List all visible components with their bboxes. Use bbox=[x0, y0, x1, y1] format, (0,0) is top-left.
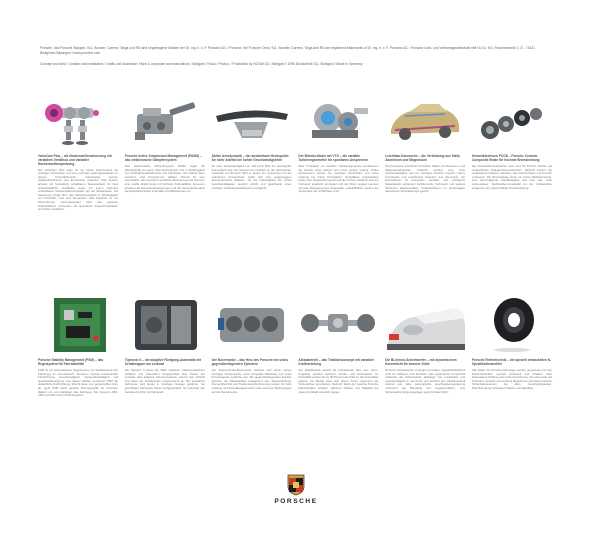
feature-turbo bbox=[298, 86, 378, 212]
pasm-damper-illustration bbox=[125, 86, 205, 152]
psm-control-unit-illustration bbox=[38, 290, 118, 356]
feature-boxer bbox=[212, 290, 292, 398]
legal-notice bbox=[40, 46, 550, 73]
porsche-logo bbox=[266, 474, 326, 514]
porsche-crest-icon bbox=[287, 474, 305, 496]
spoiler-text: Ab einer Geschwindigkeit von 120 km/h fährt der Heckspoiler automatisch aus und reduziert den Auftrieb an der Hinterachse. Unterhalb von 80 km/h fährt er wieder ein. Zusammen mit der optimierten Frontschürze ergibt sich eine ausgewogene aerodynamische Balance, die die Fahrstabilität bei hohen Geschwindigkeiten deutlich erhöht und gleichzeitig einen niedrigen Luftwiderstandsbeiwert ermöglicht. bbox=[211, 164, 292, 190]
tiptronic-text: Die Tiptronic S bietet die Wahl zwischen vollautomatischem Schalten und manuellem Gangwechsel über Tasten am Lenkrad. Das adaptive Steuerprogramm erkennt den Fahrstil und passt die Schaltpunkte entsprechend an. Bei sportlicher Fahrweise wird länger in niedrigen Gängen gefahren, bei gemäßigter Fahrweise früher hochgeschaltet. So verbindet das Getriebe Komfort mit Fahrspaß. bbox=[124, 368, 205, 394]
variocam-text: Der VarioCam Plus sorgt für ein hohes Drehmoment bei niedrigen Drehzahlen und eine optimale Leistungsausbeute im oberen Drehzahlbereich. Gleichzeitig werden Kraftstoffverbrauch und Emissionen reduziert. Das System arbeitet mit hydraulisch schaltbaren Tassenstößeln für zwei unterschiedliche Ventilhübe sowie mit einem stufenlos verstellbaren Nockenwellenversteller auf der Einlassseite. Die Steuerung erfolgt über das Motorsteuergerät in Abhängigkeit von Drehzahl, Last und Temperatur. Das Ergebnis ist ein harmonischer Leistungsverlauf über das gesamte Drehzahlband, verbunden mit spontanem Ansprechverhalten und hoher Laufkultur. bbox=[38, 167, 118, 212]
feature-spoiler bbox=[212, 86, 292, 212]
pasm-caption: Porsche Active Suspension Management (PASM) – das elektronische Dämpfersystem bbox=[124, 154, 202, 163]
brakes-text: Die Keramikbremsscheiben sind rund 50 Prozent leichter als vergleichbare Graugussbremsscheiben. Dadurch werden die ungefederten Massen reduziert, was Fahrverhalten und Komfort verbessert. Die Bremsanlage bietet ein hohes Reibwertniveau, eine hervorragende Standfestigkeit und eine sehr hohe Lebensdauer. Sechskolben-Festsättel an der Vorderachse sorgen für eine gleichmäßige Druckverteilung. bbox=[471, 164, 552, 190]
car-body-illustration bbox=[385, 86, 465, 152]
legal-line-credits: Concept and idea / Creation and realisation / Grafik und Illustration: Hiam & corporate communications, Stuttgart // Fotos / Photos: / Produktion by BCGW GD, Stuttgart // 1996 Druckerfolk GD, Stuttgart // Made in Germany bbox=[40, 62, 363, 66]
body-caption: Leichtbau-Karosserie – die Verbindung aus Stahl, Aluminium und Magnesium bbox=[385, 154, 461, 163]
body-text: Die Karosserie kombiniert hochfeste Stähle mit Aluminium- und Magnesiumbauteilen. Dadurch werden eine hohe Torsionssteifigkeit und ein niedriges Gewicht erreicht. Türen, Fronthaube und Heckdeckel bestehen aus Aluminium, der Dachrahmen ist besonders verstärkt. Die intelligente Materialwahl verbessert Fahrdynamik, Verbrauch und passive Sicherheit gleichermaßen. Crashstrukturen im Vorderwagen absorbieren Aufprallenergie gezielt. bbox=[385, 164, 466, 194]
psm-text: PSM ist ein automatisches Regelsystem zur Stabilisierung des Fahrzeugs im Grenzbereich. Sensoren messen kontinuierlich Fahrtrichtung, Geschwindigkeit, Giergeschwindigkeit und Querbeschleunigung. Aus diesen Werten berechnet PSM die tatsächliche Fahrtrichtung. Weicht diese vom gewünschten Kurs ab, greift PSM durch gezielte Bremseingriffe an einzelnen Rädern ein und stabilisiert das Fahrzeug. Die Systeme ABS, ABD und ASR sind in PSM integriert. bbox=[38, 368, 118, 398]
headlights-text: Bi-Xenon-Scheinwerfer erzeugen ein helles, tageslichtähnliches Licht für Abblend- und Fernlicht. Das dynamische Kurvenlicht schwenkt die Scheinwerfer abhängig von Lenkwinkel und Geschwindigkeit in die Kurve und leuchtet den Straßenverlauf optimal aus. Eine automatische Leuchtweitenregulierung verhindert die Blendung des Gegenverkehrs, eine Scheinwerferreinigungsanlage sorgt für klare Sicht. bbox=[385, 368, 466, 394]
psm-caption: Porsche Stability Management (PSM) – das Regelsystem für Fahrstabilität bbox=[38, 358, 104, 367]
feature-row-1 bbox=[38, 86, 552, 212]
boxer-text: Der Sechszylinder-Boxermotor zeichnet sich durch seinen niedrigen Schwerpunkt, seine kompakte Bauweise und seine hervorragende Laufruhe aus. Die gegenüberliegenden Zylinder gleichen die Massenkräfte weitgehend aus. Wasserkühlung, Vierventiltechnik und Trockensumpfschmierung sorgen für hohe Leistung und Zuverlässigkeit auch unter extremen Bedingungen auf der Rennstrecke. bbox=[211, 368, 292, 394]
ceramic-brake-illustration bbox=[472, 86, 552, 152]
tyres-text: Alle Reifen für Porsche Fahrzeuge werden gemeinsam mit den Reifenherstellern speziell entwickelt und erhalten nach bestandener Prüfung eine N-Kennzeichnung. Sie sind exakt auf Fahrwerk, Gewicht und Leistung abgestimmt und bieten höchste Sicherheitsreserven bei allen Geschwindigkeiten. Mischbereifung verbessert Traktion und Handling. bbox=[471, 368, 552, 390]
feature-variocam bbox=[38, 86, 118, 212]
tiptronic-gearbox-illustration bbox=[125, 290, 205, 356]
rear-spoiler-illustration bbox=[212, 86, 292, 152]
feature-row-2 bbox=[38, 290, 552, 398]
headlights-caption: Die Bi-Xenon-Scheinwerfer – mit dynamischem Kurvenlicht für bessere Sicht bbox=[385, 358, 457, 367]
awd-text: Der Allradantrieb verteilt die Antriebskraft über eine Visco-Kupplung variabel zwischen Vorder- und Hinterachse. Im Normalfall werden bis zu 95 Prozent der Kraft an die Hinterräder geleitet, bei Bedarf kann sich dieser Anteil zugunsten der Vorderachse verschieben. Dadurch bleibt der typische Porsche Fahrcharakter erhalten, während Traktion und Stabilität auf nasser Fahrbahn deutlich steigen. bbox=[298, 368, 379, 394]
legal-line-trademarks: Porsche, das Porsche Wappen, 911, Boxster, Carrera, Targa und RS sind eingetragene Marken der Dr. Ing. h. c. F. Porsche AG. / Porsche, the Porsche Crest, 911, Boxster, Carrera, Targa and RS are registered trademarks of Dr. Ing. h. c. F. Porsche AG. / Porsche Licht- und Vertriebsgesellschaft mbH & Co. KG, Porschestraße 2, D - 74321 Bietigheim-Bissingen / www.porsche.com bbox=[40, 46, 535, 55]
porsche-wordmark: PORSCHE bbox=[274, 498, 318, 505]
turbo-caption: Der Biturbo-Motor mit VTG – die variable Turbinengeometrie für spontanes Ansprechen bbox=[298, 154, 369, 163]
feature-brakes bbox=[472, 86, 552, 212]
boxer-engine-illustration bbox=[212, 290, 292, 356]
variocam-valve-illustration bbox=[38, 86, 118, 152]
spoiler-caption: Aktive Aerodynamik – der ausfahrbare Heckspoiler für mehr Abtrieb bei hohen Geschwindigkeiten bbox=[211, 154, 289, 163]
feature-psm bbox=[38, 290, 118, 398]
feature-tyres bbox=[472, 290, 552, 398]
tiptronic-caption: Tiptronic S – die adaptive Fünfgang-Automatik mit Schaltwippen am Lenkrad bbox=[124, 358, 202, 367]
feature-awd bbox=[298, 290, 378, 398]
feature-pasm bbox=[125, 86, 205, 212]
awd-drivetrain-illustration bbox=[298, 290, 378, 356]
car-front-illustration bbox=[385, 290, 465, 356]
brakes-caption: Keramikbremsen PCCB – Porsche Ceramic Composite Brake für höchste Bremsleistung bbox=[471, 154, 540, 163]
tyres-caption: Porsche Reifentechnik – die speziell entwickelten N-Spezifikationsreifen bbox=[471, 358, 552, 367]
awd-caption: Allradantrieb – das Traktionskonzept mit variabler Kraftverteilung bbox=[298, 358, 375, 367]
variocam-caption: VarioCam Plus – die Nockenwellensteuerung mit variablem Ventilhub und variabler Nockenwellenspreizung bbox=[38, 154, 112, 167]
feature-tiptronic bbox=[125, 290, 205, 398]
feature-headlights bbox=[385, 290, 465, 398]
tyre-illustration bbox=[472, 290, 552, 356]
feature-body bbox=[385, 86, 465, 212]
turbo-engine-illustration bbox=[298, 86, 378, 152]
pasm-text: Das elektronische Dämpfersystem PASM regelt die Dämpferkraft an jedem Rad kontinuierlich und in Abhängigkeit von Fahrbahnbeschaffenheit und Fahrweise. Der Fahrer kann zwischen zwei Programmen wählen: Normal für eine komfortable, aber dennoch sportliche Abstimmung und Sport für eine straffe Abstimmung mit höchster Fahrstabilität. Sensoren erfassen die Karosseriebewegungen und das Steuergerät passt die Dämpferkennlinie innerhalb von Millisekunden an. bbox=[124, 164, 205, 194]
turbo-text: Zwei Turbolader mit variabler Turbinengeometrie kombinieren die Vorteile eines kleinen und eines großen Laders: hohes Drehmoment bereits bei niedrigen Drehzahlen und hohe Leistung bei hohen Drehzahlen. Verstellbare Leitschaufeln lenken den Abgasstrom gezielt auf die Turbine. Dadurch wird ein Turboloch praktisch vermieden und der Motor reagiert spontan auf jede Bewegung des Gaspedals. Ladeluftkühler senken die Temperatur der verdichteten Luft. bbox=[298, 164, 379, 194]
boxer-caption: Der Boxermotor – das Herz des Porsche mit sechs gegenüberliegenden Zylindern bbox=[211, 358, 289, 367]
